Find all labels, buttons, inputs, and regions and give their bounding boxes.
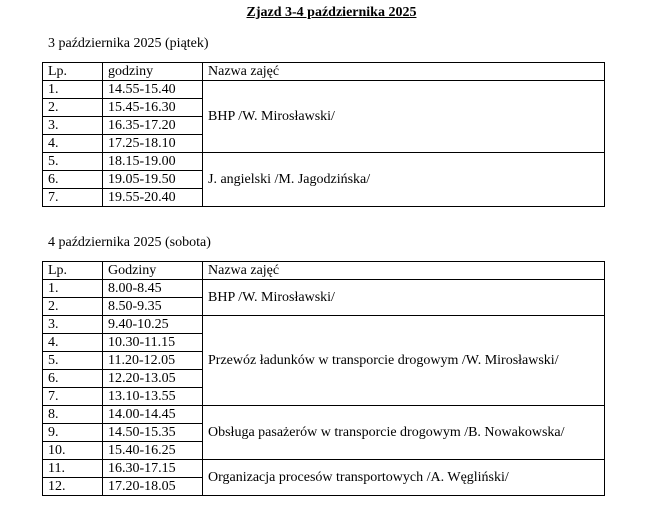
document-title: Zjazd 3-4 października 2025 [246,5,417,20]
column-header-subject: Nazwa zajęć [203,63,605,81]
cell-hours: 15.45-16.30 [103,99,203,117]
cell-hours: 14.50-15.35 [103,424,203,442]
cell-lp: 2. [43,298,103,316]
column-header-hours: godziny [103,63,203,81]
table-row [43,280,605,298]
cell-lp: 2. [43,99,103,117]
cell-lp: 1. [43,81,103,99]
cell-lp: 5. [43,153,103,171]
cell-hours: 8.50-9.35 [103,298,203,316]
cell-hours: 9.40-10.25 [103,316,203,334]
cell-lp: 5. [43,352,103,370]
cell-subject: J. angielski /M. Jagodzińska/ [203,153,605,207]
table-row [43,81,605,99]
table-row [43,153,605,171]
cell-hours: 17.25-18.10 [103,135,203,153]
cell-lp: 7. [43,388,103,406]
cell-hours: 19.55-20.40 [103,189,203,207]
cell-subject: Obsługa pasażerów w transporcie drogowym /B. Nowakowska/ [203,406,605,460]
cell-lp: 4. [43,334,103,352]
cell-subject: BHP /W. Mirosławski/ [203,81,605,153]
table-row [43,406,605,424]
table-row [43,460,605,478]
cell-hours: 10.30-11.15 [103,334,203,352]
cell-lp: 8. [43,406,103,424]
column-header-lp: Lp. [43,262,103,280]
cell-lp: 1. [43,280,103,298]
cell-lp: 11. [43,460,103,478]
cell-hours: 16.35-17.20 [103,117,203,135]
column-header-hours: Godziny [103,262,203,280]
table-header-row [43,63,605,81]
cell-lp: 7. [43,189,103,207]
column-header-lp: Lp. [43,63,103,81]
cell-hours: 14.00-14.45 [103,406,203,424]
day-heading-friday: 3 października 2025 (piątek) [48,36,209,51]
cell-hours: 14.55-15.40 [103,81,203,99]
cell-hours: 8.00-8.45 [103,280,203,298]
cell-lp: 6. [43,171,103,189]
cell-hours: 11.20-12.05 [103,352,203,370]
cell-hours: 17.20-18.05 [103,478,203,496]
cell-lp: 3. [43,117,103,135]
day-heading-saturday: 4 października 2025 (sobota) [48,235,211,250]
cell-hours: 12.20-13.05 [103,370,203,388]
cell-lp: 9. [43,424,103,442]
cell-lp: 4. [43,135,103,153]
schedule-table-saturday [42,261,605,496]
cell-subject: BHP /W. Mirosławski/ [203,280,605,316]
cell-subject: Organizacja procesów transportowych /A. Węgliński/ [203,460,605,496]
cell-hours: 18.15-19.00 [103,153,203,171]
cell-hours: 19.05-19.50 [103,171,203,189]
cell-lp: 3. [43,316,103,334]
cell-hours: 13.10-13.55 [103,388,203,406]
cell-lp: 10. [43,442,103,460]
table-header-row [43,262,605,280]
column-header-subject: Nazwa zajęć [203,262,605,280]
cell-lp: 12. [43,478,103,496]
cell-hours: 16.30-17.15 [103,460,203,478]
cell-lp: 6. [43,370,103,388]
schedule-table-friday [42,62,605,207]
cell-hours: 15.40-16.25 [103,442,203,460]
table-row [43,316,605,334]
cell-subject: Przewóz ładunków w transporcie drogowym /W. Mirosławski/ [203,316,605,406]
